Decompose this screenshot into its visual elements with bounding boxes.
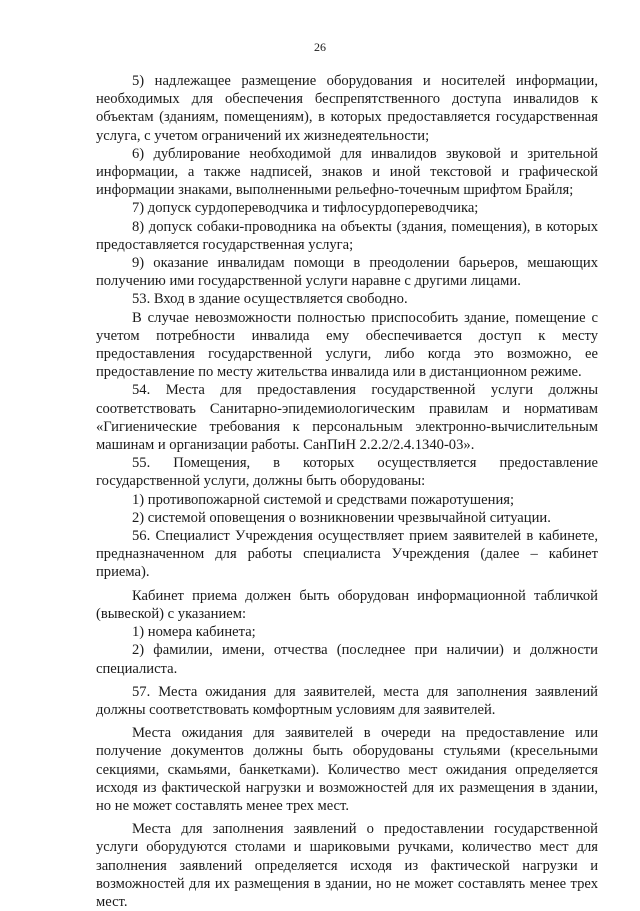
- paragraph-53: 53. Вход в здание осуществляется свободно.: [132, 291, 408, 308]
- document-body: [96, 72, 598, 911]
- paragraph-item-5: 5) надлежащее размещение оборудования и носителей информации, необходимых для обеспечения беспрепятственного доступа инвалидов к объектам (зданиям, помещениям), в которых предоставляется государственная услуга, с учетом ограничений их жизнедеятельности;: [96, 73, 598, 144]
- paragraph-55-item-2: 2) системой оповещения о возникновении чрезвычайной ситуации.: [132, 509, 551, 526]
- paragraph-56-detail: Кабинет приема должен быть оборудован информационной табличкой (вывеской) с указанием:: [96, 587, 598, 622]
- paragraph-item-7: 7) допуск сурдопереводчика и тифлосурдопереводчика;: [132, 200, 479, 217]
- paragraph-53-detail: В случае невозможности полностью приспособить здание, помещение с учетом потребности инвалида ему обеспечивается доступ к месту предоставления государственной услуги, либо когда это возможно, ее предоставление по месту жительства инвалида или в дистанционном режиме.: [96, 309, 598, 381]
- paragraph-57-waiting: Места ожидания для заявителей в очереди на предоставление или получение документов должны быть оборудованы стульями (кресельными секциями, скамьями, банкетками). Количество мест ожидания определяется исходя из фактической нагрузки и возможностей для их размещения в здании, но не может составлять менее трех мест.: [96, 725, 598, 814]
- paragraph-55: 55. Помещения, в которых осуществляется предоставление государственной услуги, должны быть оборудованы:: [96, 455, 598, 490]
- paragraph-57-filling: Места для заполнения заявлений о предоставлении государственной услуги оборудуются столами и шариковыми ручками, количество мест для заполнения заявлений определяется исходя из фактической нагрузки и возможностей для их размещения в здании, но не может составлять менее трех мест.: [96, 821, 598, 910]
- paragraph-item-8: 8) допуск собаки-проводника на объекты (здания, помещения), в которых предоставляется государственная услуга;: [96, 218, 598, 253]
- page-number: 26: [314, 40, 326, 54]
- paragraph-56-item-1: 1) номера кабинета;: [132, 624, 256, 641]
- paragraph-item-6: 6) дублирование необходимой для инвалидов звуковой и зрительной информации, а также надписей, знаков и иной текстовой и графической информации знаками, выполненными рельефно-точечным шрифтом Брайля;: [96, 145, 598, 199]
- paragraph-item-9: 9) оказание инвалидам помощи в преодолении барьеров, мешающих получению ими государственной услуги наравне с другими лицами.: [96, 255, 598, 290]
- paragraph-56: 56. Специалист Учреждения осуществляет прием заявителей в кабинете, предназначенном для работы специалиста Учреждения (далее – кабинет приема).: [96, 528, 598, 581]
- paragraph-56-item-2: 2) фамилии, имени, отчества (последнее при наличии) и должности специалиста.: [96, 642, 598, 677]
- paragraph-55-item-1: 1) противопожарной системой и средствами пожаротушения;: [132, 491, 515, 508]
- paragraph-57: 57. Места ожидания для заявителей, места для заполнения заявлений должны соответствовать комфортным условиям для заявителей.: [96, 683, 598, 718]
- paragraph-54: 54. Места для предоставления государственной услуги должны соответствовать Санитарно-эпидемиологическим правилам и нормативам «Гигиенические требования к персональным электронно-вычислительным машинам и организации работы. СанПиН 2.2.2/2.4.1340-03».: [96, 382, 598, 454]
